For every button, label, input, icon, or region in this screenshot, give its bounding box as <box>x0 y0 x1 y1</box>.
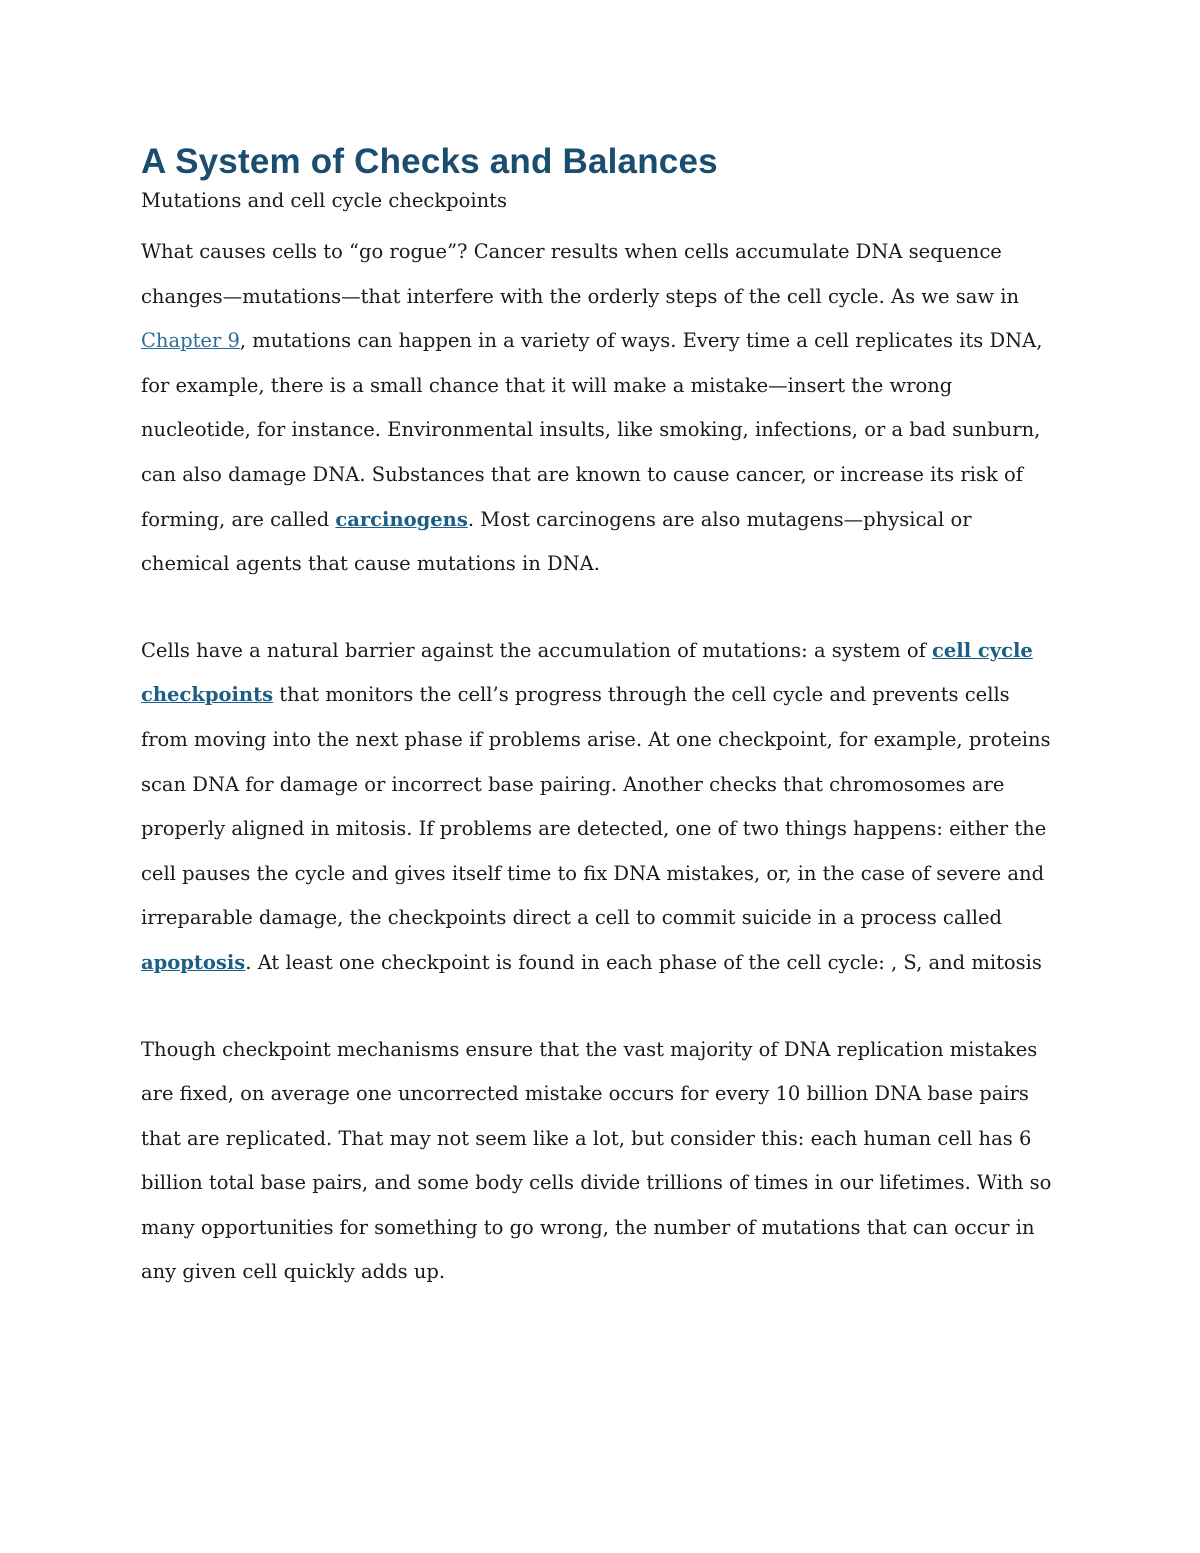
paragraph-replication-errors: Though checkpoint mechanisms ensure that the vast majority of DNA replication mistakes are fixed, on average one uncorrected mistake occurs for every 10 billion DNA base pairs that are replicated. That may not seem like a lot, but consider this: each human cell has 6 billion total base pairs, and some body cells divide trillions of times in our lifetimes. With so many opportunities for something to go wrong, the number of mutations that can occur in any given cell quickly adds up. <box>141 1037 1052 1284</box>
paragraph-text: . At least one checkpoint is found in each phase of the cell cycle: , S, and mitosis <box>245 950 1042 974</box>
carcinogens-link[interactable]: carcinogens <box>335 507 468 531</box>
paragraph-text: , mutations can happen in a variety of ways. Every time a cell replicates its DNA, for example, there is a small chance that it will make a mistake—insert the wrong nucleotide, for instance. Environmental insults, like smoking, infections, or a bad sunburn, can also damage DNA. Substances that are known to cause cancer, or increase its risk of forming, are called <box>141 329 1043 531</box>
paragraph-mutations <box>141 230 1053 587</box>
paragraph-text: that monitors the cell’s progress through the cell cycle and prevents cells from moving into the next phase if problems arise. At one checkpoint, for example, proteins scan DNA for damage or incorrect base pairing. Another checks that chromosomes are properly aligned in mitosis. If problems are detected, one of two things happens: either the cell pauses the cycle and gives itself time to fix DNA mistakes, or, in the case of severe and irreparable damage, the checkpoints direct a cell to commit suicide in a process called <box>141 683 1051 930</box>
paragraph-text: . Most carcinogens are also mutagens—physical or chemical agents that cause mutations in DNA. <box>141 507 972 576</box>
chapter-9-link[interactable]: Chapter 9 <box>141 329 240 353</box>
paragraph-checkpoints <box>141 629 1053 986</box>
page-title: A System of Checks and Balances <box>141 142 718 181</box>
page-subtitle: Mutations and cell cycle checkpoints <box>141 189 508 212</box>
apoptosis-link[interactable]: apoptosis <box>141 950 246 974</box>
paragraph-text: What causes cells to “go rogue”? Cancer results when cells accumulate DNA sequence changes—mutations—that interfere with the orderly steps of the cell cycle. As we saw in <box>141 240 1020 308</box>
cell-cycle-checkpoints-link[interactable]: cell cycle checkpoints <box>141 638 1033 707</box>
document-page <box>141 140 1053 1295</box>
paragraph-text: Cells have a natural barrier against the accumulation of mutations: a system of <box>141 638 933 662</box>
